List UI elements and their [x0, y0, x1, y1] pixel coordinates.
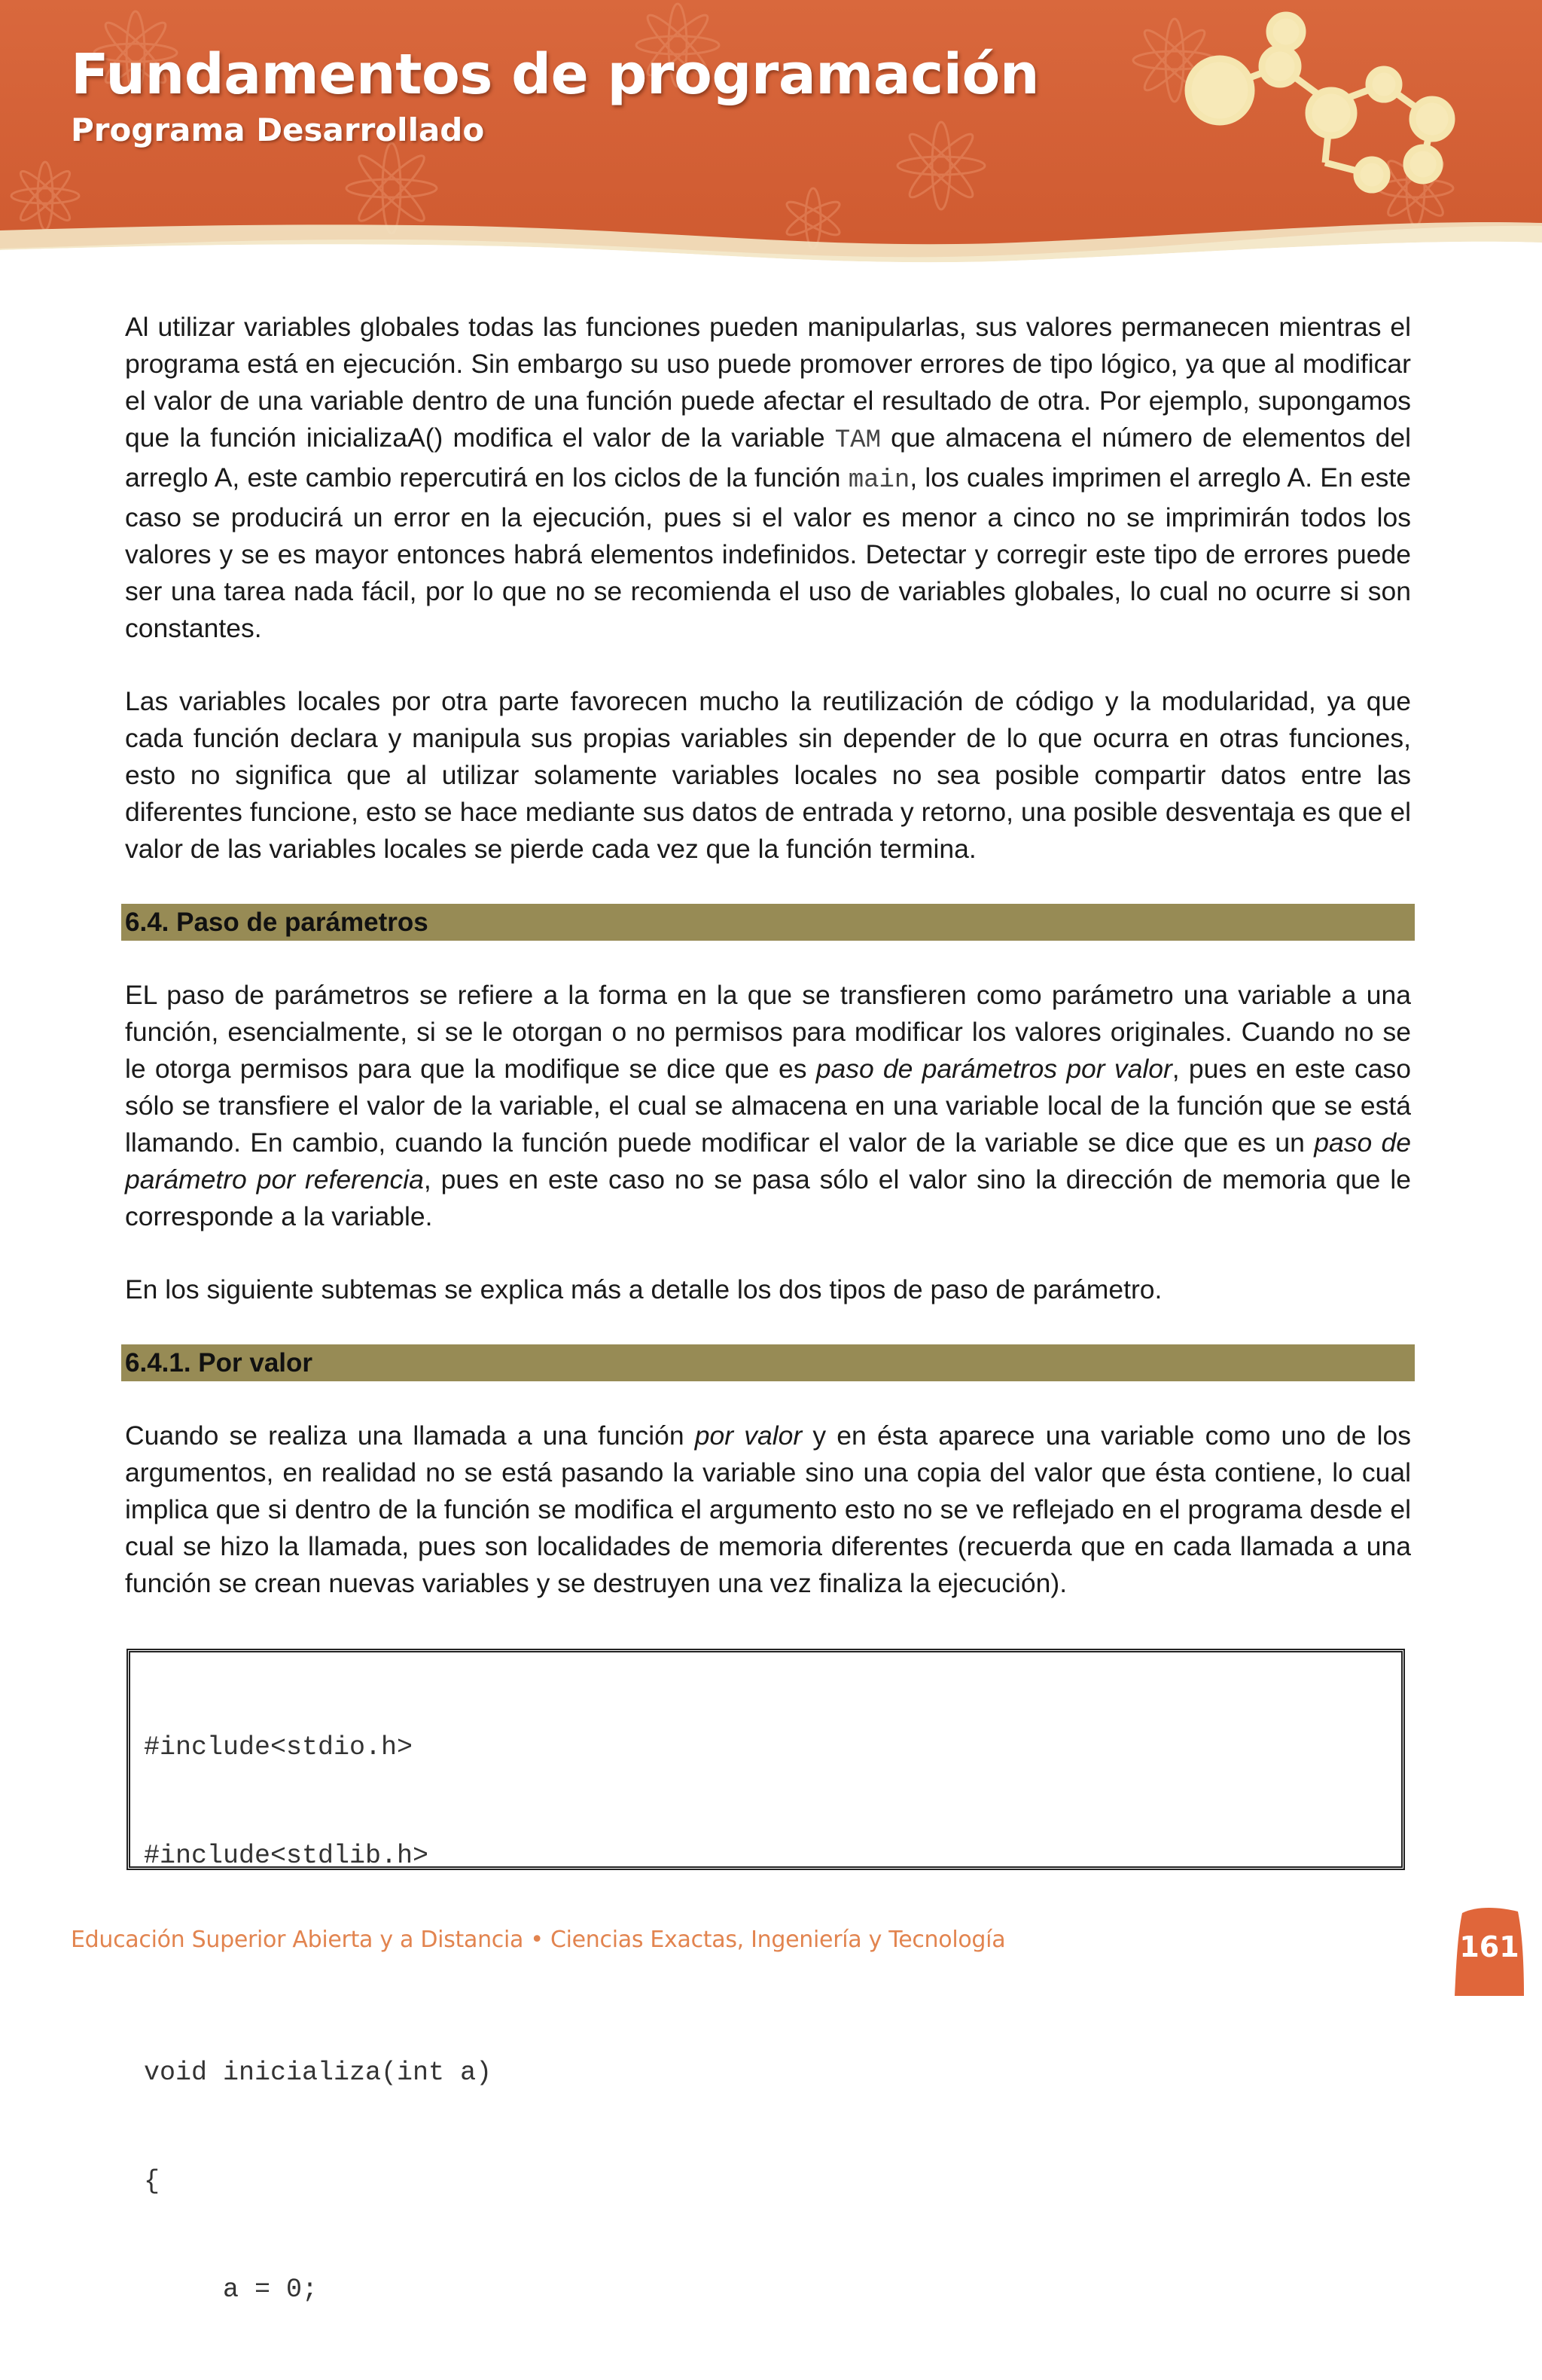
text-run: , los cuales imprimen el arreglo A. En este caso se producirá un error en la ejecución, pues si el valor es menor a cinco no se imprimirán todos los valores y se es mayor entonces habrá elementos indefinidos. Detectar y corregir este tipo de errores puede ser una tarea nada fácil, por lo que no se recomienda el uso de variables globales, lo cual no ocurre si son constantes.	[125, 462, 1411, 643]
text-run: Cuando se realiza una llamada a una función	[125, 1420, 695, 1451]
code-line: #include<stdio.h>	[144, 1732, 413, 1762]
emphasis-por-valor: paso de parámetros por valor	[815, 1054, 1172, 1084]
footer-text: Educación Superior Abierta y a Distancia • Ciencias Exactas, Ingeniería y Tecnología	[71, 1927, 1006, 1953]
document-subtitle: Programa Desarrollado	[71, 111, 485, 148]
inline-code-main: main	[848, 466, 910, 495]
page-number: 161	[1459, 1930, 1519, 1964]
code-line: {	[144, 2166, 160, 2196]
text-run: que almacena el número de elementos del arreglo A, este cambio repercutirá en los ciclos de la función	[125, 423, 1411, 493]
emphasis-por-valor: por valor	[694, 1420, 803, 1451]
paragraph-parameter-passing	[125, 977, 1411, 1235]
code-line: a = 0;	[144, 2275, 318, 2305]
emphasis-por-referencia: paso de parámetro por referencia	[125, 1127, 1411, 1195]
code-line: void inicializa(int a)	[144, 2058, 492, 2088]
paragraph-global-variables	[125, 309, 1411, 647]
text-run: , pues en este caso sólo se transfiere el valor de la variable, el cual se almacena en una variable local de la función que se está llamando. En cambio, cuando la función puede modificar el valor de la variable se dice que es un	[125, 1054, 1412, 1158]
section-heading-por-valor: 6.4.1. Por valor	[121, 1344, 1415, 1381]
document-title: Fundamentos de programación	[71, 42, 1040, 107]
text-run: Al utilizar variables globales todas las funciones pueden manipularlas, sus valores permanecen mientras el programa está en ejecución. Sin embargo su uso puede promover errores de tipo lógico, ya que al modificar el valor de una variable dentro de una función puede afectar el resultado de otra. Por ejemplo, supongamos que la función inicializaA() modifica el valor de la variable	[125, 312, 1411, 453]
text-run: y en ésta aparece una variable como uno de los argumentos, en realidad no se está pasando la variable sino una copia del valor que ésta contiene, lo cual implica que si dentro de la función se modifica el argumento esto no se ve reflejado en el programa desde el cual se hizo la llamada, pues son localidades de memoria diferentes (recuerda que en cada llamada a una función se crean nuevas variables y se destruyen una vez finaliza la ejecución).	[125, 1420, 1411, 1598]
text-run: , pues en este caso no se pasa sólo el valor sino la dirección de memoria que le corresponde a la variable.	[125, 1164, 1411, 1231]
header-banner	[0, 0, 1542, 271]
paragraph-subtopics: En los siguiente subtemas se explica más a detalle los dos tipos de paso de parámetro.	[125, 1274, 1163, 1304]
inline-code-tam: TAM	[834, 426, 881, 455]
code-line: #include<stdlib.h>	[144, 1841, 429, 1871]
section-heading-paso-parametros: 6.4. Paso de parámetros	[121, 904, 1415, 941]
paragraph-by-value	[125, 1417, 1411, 1602]
paragraph-local-variables: Las variables locales por otra parte favorecen mucho la reutilización de código y la modularidad, ya que cada función declara y manipula sus propias variables sin depender de lo que ocurra en otras funciones, esto no significa que al utilizar solamente variables locales no sea posible compartir datos entre las diferentes funcione, esto se hace mediante sus datos de entrada y retorno, una posible desventaja es que el valor de las variables locales se pierde cada vez que la función termina.	[125, 686, 1411, 864]
text-run: EL paso de parámetros se refiere a la forma en la que se transfieren como parámetro una variable a una función, esencialmente, si se le otorgan o no permisos para modificar los valores originales. Cuando no se le otorga permisos para que la modifique se dice que es	[125, 980, 1411, 1084]
